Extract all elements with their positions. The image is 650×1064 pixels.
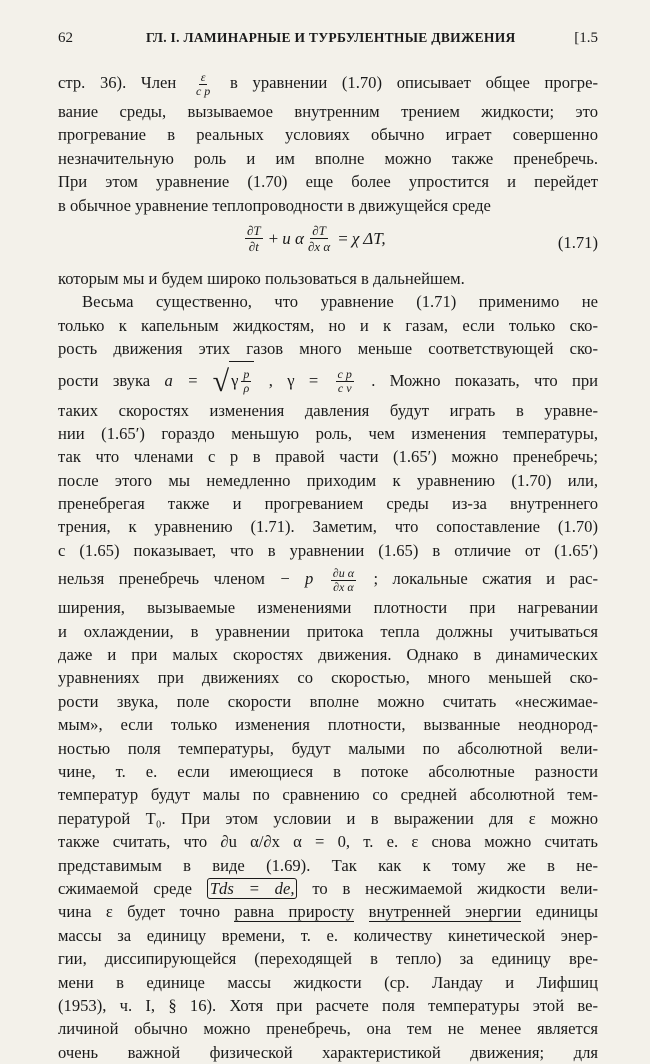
text-line: стр. 36). Член $\frac{\varepsilon}{\text{c p}}$ в уравнении (1.70) описывает общее прогре-	[58, 69, 598, 98]
text-line: представимым в виде (1.69). Так как к тому же в не-	[58, 855, 598, 875]
sqrt-sign: √	[212, 364, 230, 398]
fraction-dT-dt: $\frac{\partial T}{\partial t}$	[247, 222, 261, 254]
text-line: незначительную роль и им вполне можно также пренебречь.	[58, 148, 598, 168]
text-line: (1953), ч. I, § 16). Хотя при расчете поля температуры этой ве-	[58, 995, 598, 1015]
text-line: и охлаждении, в уравнении притока тепла должны учитываться	[58, 621, 598, 641]
text-line: ширения, вызываемые изменениями плотности при нагревании	[58, 598, 598, 618]
text-line: личиной обычно можно пренебречь, она тем не менее является	[58, 1019, 598, 1039]
text-line: рости звука, поле скорости вполне можно считать «несжимае-	[58, 691, 598, 711]
text-line: нельзя пренебречь членом − p $\frac{\text{∂u α}}{\text{∂x α}}$ ; локальные сжатия и рас-	[58, 565, 598, 594]
text-line: ностью поля температуры, будут малыми по абсолютной вели-	[58, 738, 598, 758]
handwritten-box-annotation: Tds = de,	[207, 878, 298, 899]
text-line: При этом уравнение (1.70) еще более упростится и перейдет	[58, 172, 598, 192]
text-line: пературой T₀. При этом условии и в выражении для ε можно	[58, 808, 598, 828]
text-line: только к капельным жидкостям, но и к газам, если только ско-	[58, 315, 598, 335]
text-line: сжимаемой среде Tds = de, то в несжимаемой жидкости вели-	[58, 878, 598, 898]
equation-number: (1.71)	[557, 232, 598, 252]
text-line: трения, к уравнению (1.71). Заметим, что сопоставление (1.70)	[58, 517, 598, 537]
handwritten-underline: внутренней энергии	[368, 902, 522, 922]
text-line: даже и при малых скоростях движения. Однако в динамических	[58, 645, 598, 665]
text-line: мени в единице массы жидкости (ср. Ландау и Лифшиц	[58, 972, 598, 992]
page-body	[58, 66, 598, 1064]
text-line: также считать, что ∂u α/∂x α = 0, т. е. ε снова можно считать	[58, 832, 598, 852]
text-line: таких скоростях изменения давления будут играть в уравне-	[58, 400, 598, 420]
text-line: в обычное уравнение теплопроводности в движущейся среде	[58, 195, 491, 215]
handwritten-underline: равна приросту	[234, 902, 355, 922]
text-line: вание среды, вызываемое внутренним трением жидкости; это	[58, 102, 598, 121]
text-line: массы за единицу времени, т. е. количеству кинетической энер-	[58, 925, 598, 945]
text-line: так что членами с p в правой части (1.65′) можно пренебречь;	[58, 447, 598, 467]
equation-1-71	[58, 219, 598, 263]
page-number: 62	[58, 30, 73, 46]
text-line: нии (1.65′) гораздо меньшую роль, чем изменения температуры,	[58, 423, 598, 443]
text-line: уравнениях при движениях со скоростью, много меньшей ско-	[58, 668, 598, 688]
fraction-eps-cp: $\frac{\varepsilon}{\text{c p}}$	[195, 69, 211, 98]
text-line: Весьма существенно, что уравнение (1.71) применимо не	[82, 292, 598, 312]
page-header	[58, 30, 598, 52]
text-line: после этого мы немедленно приходим к уравнению (1.70) или,	[58, 470, 598, 490]
text-line: чине, т. е. если имеющиеся в потоке абсолютные разности	[58, 761, 598, 781]
fraction-cp-cv: $\frac{\text{c p}}{\text{c v}}$	[337, 367, 352, 396]
sqrt-radicand: γ $\frac{p}{\rho}$	[229, 361, 254, 400]
text-line: температур будут малы по сравнению со средней абсолютной тем-	[58, 785, 598, 805]
text-line: прогревание в реальных условиях обычно играет совершенно	[58, 125, 598, 145]
equation-body: $\frac{\partial T}{\partial t}$ + u α $\frac{\partial T}{\text{∂x α}}$ = χ ΔT,	[247, 222, 386, 254]
text-line: гии, диссипирующейся (переходящей в тепло) за единицу вре-	[58, 949, 598, 969]
fraction-du-dx: $\frac{\text{∂u α}}{\text{∂x α}}$	[332, 565, 355, 594]
text-line: чина ε будет точно равна приросту внутренней энергии единицы	[58, 902, 598, 922]
text-line: пренебрегая также и прогреванием среды из-за внутреннего	[58, 494, 598, 514]
text-line: рости звука a = √ γ $\frac{p}{\rho}$ , γ = $\frac{\text{c p}}{\text{c v}}$ . Можно показать, что при	[58, 361, 598, 399]
text-line: мым», если только изменения плотности, вызванные неоднород-	[58, 715, 598, 735]
text-line: которым мы и будем широко пользоваться в дальнейшем.	[58, 268, 465, 288]
text-line: очень важной физической характеристикой движения; для	[58, 1042, 598, 1062]
section-number: [1.5	[574, 30, 598, 46]
text-line: с (1.65) показывает, что в уравнении (1.65) в отличие от (1.65′)	[58, 540, 598, 560]
running-title: ГЛ. I. ЛАМИНАРНЫЕ И ТУРБУЛЕНТНЫЕ ДВИЖЕНИЯ	[146, 30, 516, 45]
text-line: рость движения этих газов много меньше соответствующей ско-	[58, 339, 598, 359]
fraction-dT-dx: $\frac{\partial T}{\text{∂x α}}$	[307, 222, 331, 254]
